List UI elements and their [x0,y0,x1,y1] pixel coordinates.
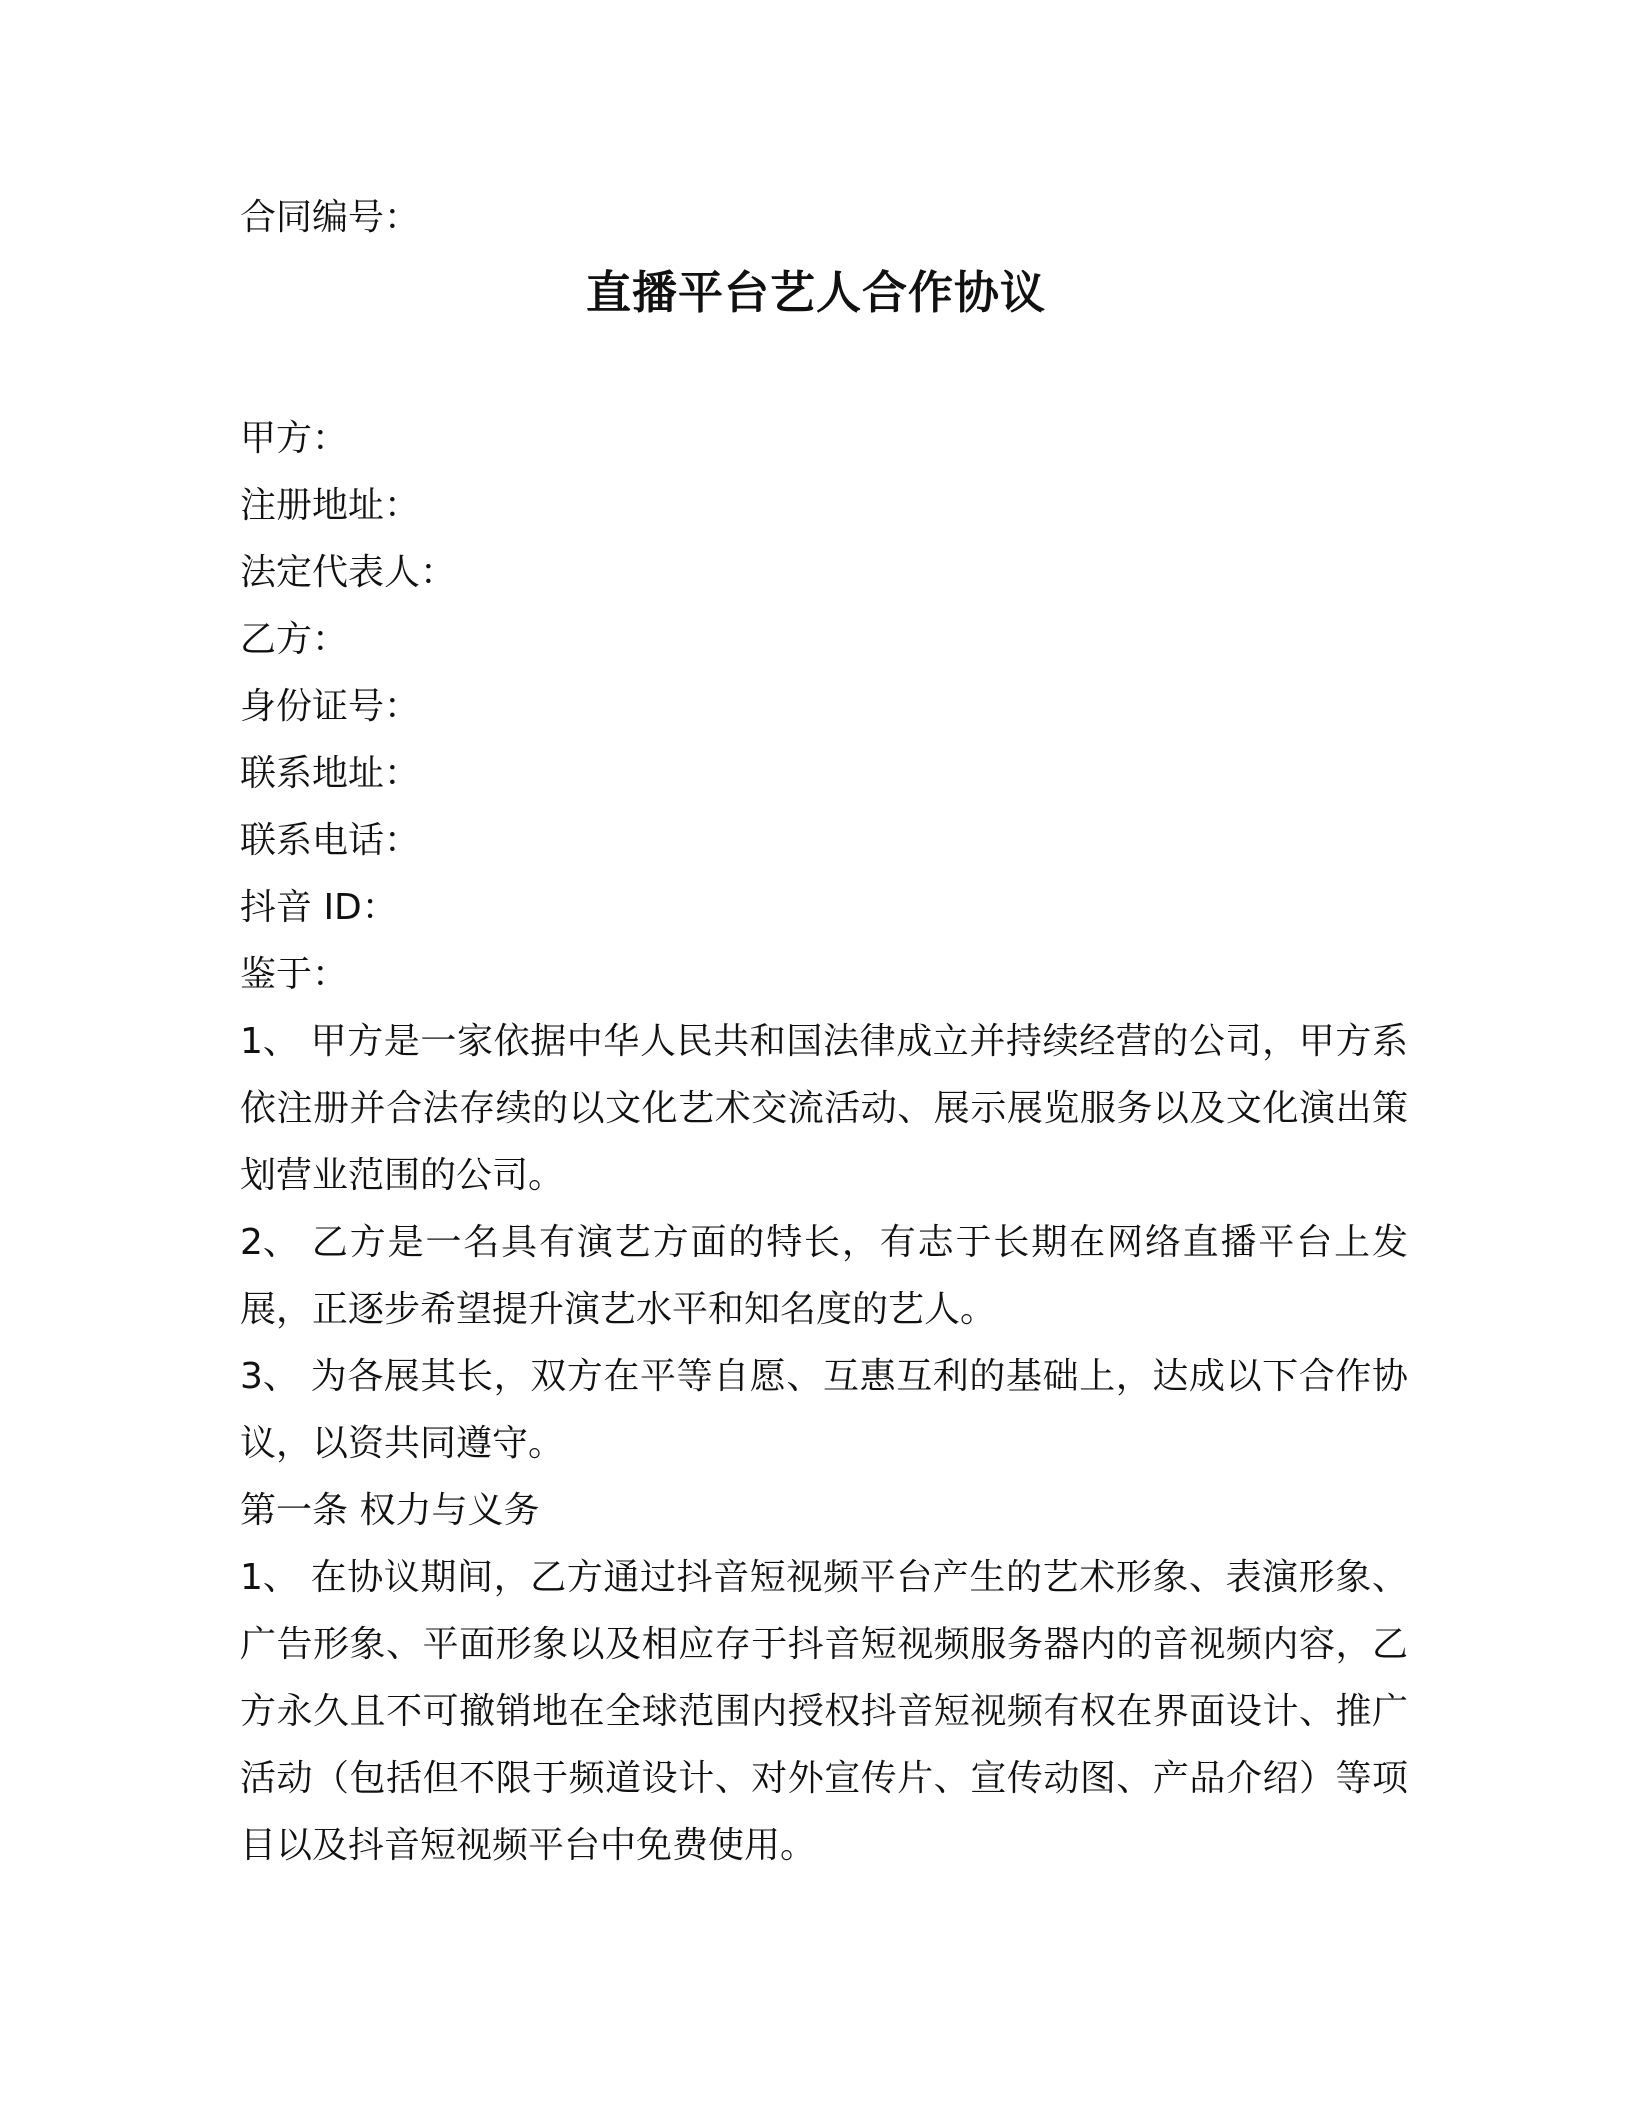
field-party-b: 乙方： [240,619,349,660]
clause-text: 在协议期间，乙方通过抖音短视频平台产生的艺术形象、表演形象、广告形象、平面形象以及相应存于抖音短视频服务器内的音视频内容，乙方永久且不可撤销地在全球范围内授权抖音短视频有权在界面设计、推广活动（包括但不限于频道设计、对外宣传片、宣传动图、产品介绍）等项目以及抖音短视频平台中免费使用。 [240,1557,1408,1866]
recital-text: 乙方是一名具有演艺方面的特长，有志于长期在网络直播平台上发展，正逐步希望提升演艺水平和知名度的艺人。 [240,1222,1408,1330]
clause-number: 1、 [240,1557,299,1598]
field-id-number: 身份证号： [240,686,421,727]
field-registered-address: 注册地址： [240,485,421,526]
field-contact-phone: 联系电话： [240,820,421,861]
recital-text: 为各展其长，双方在平等自愿、互惠互利的基础上，达成以下合作协议，以资共同遵守。 [240,1356,1408,1464]
contract-body [240,1008,1408,1879]
recital-3 [240,1343,1408,1477]
field-contact-address: 联系地址： [240,753,421,794]
party-info-fields [240,405,1400,1008]
field-douyin-id: 抖音 ID： [240,887,398,928]
contract-number-label: 合同编号： [240,197,421,238]
article-one-heading: 第一条 权力与义务 [240,1490,540,1531]
article-one-clause-1 [240,1544,1408,1879]
field-legal-representative: 法定代表人： [240,552,457,593]
recital-1 [240,1008,1408,1209]
field-party-a: 甲方： [240,418,349,459]
recital-2 [240,1209,1408,1343]
field-whereas: 鉴于： [240,954,349,995]
recital-number: 1、 [240,1021,299,1062]
document-title: 直播平台艺人合作协议 [585,266,1046,319]
recital-number: 2、 [240,1222,299,1263]
recital-number: 3、 [240,1356,299,1397]
recital-text: 甲方是一家依据中华人民共和国法律成立并持续经营的公司，甲方系依注册并合法存续的以文化艺术交流活动、展示展览服务以及文化演出策划营业范围的公司。 [240,1021,1408,1196]
